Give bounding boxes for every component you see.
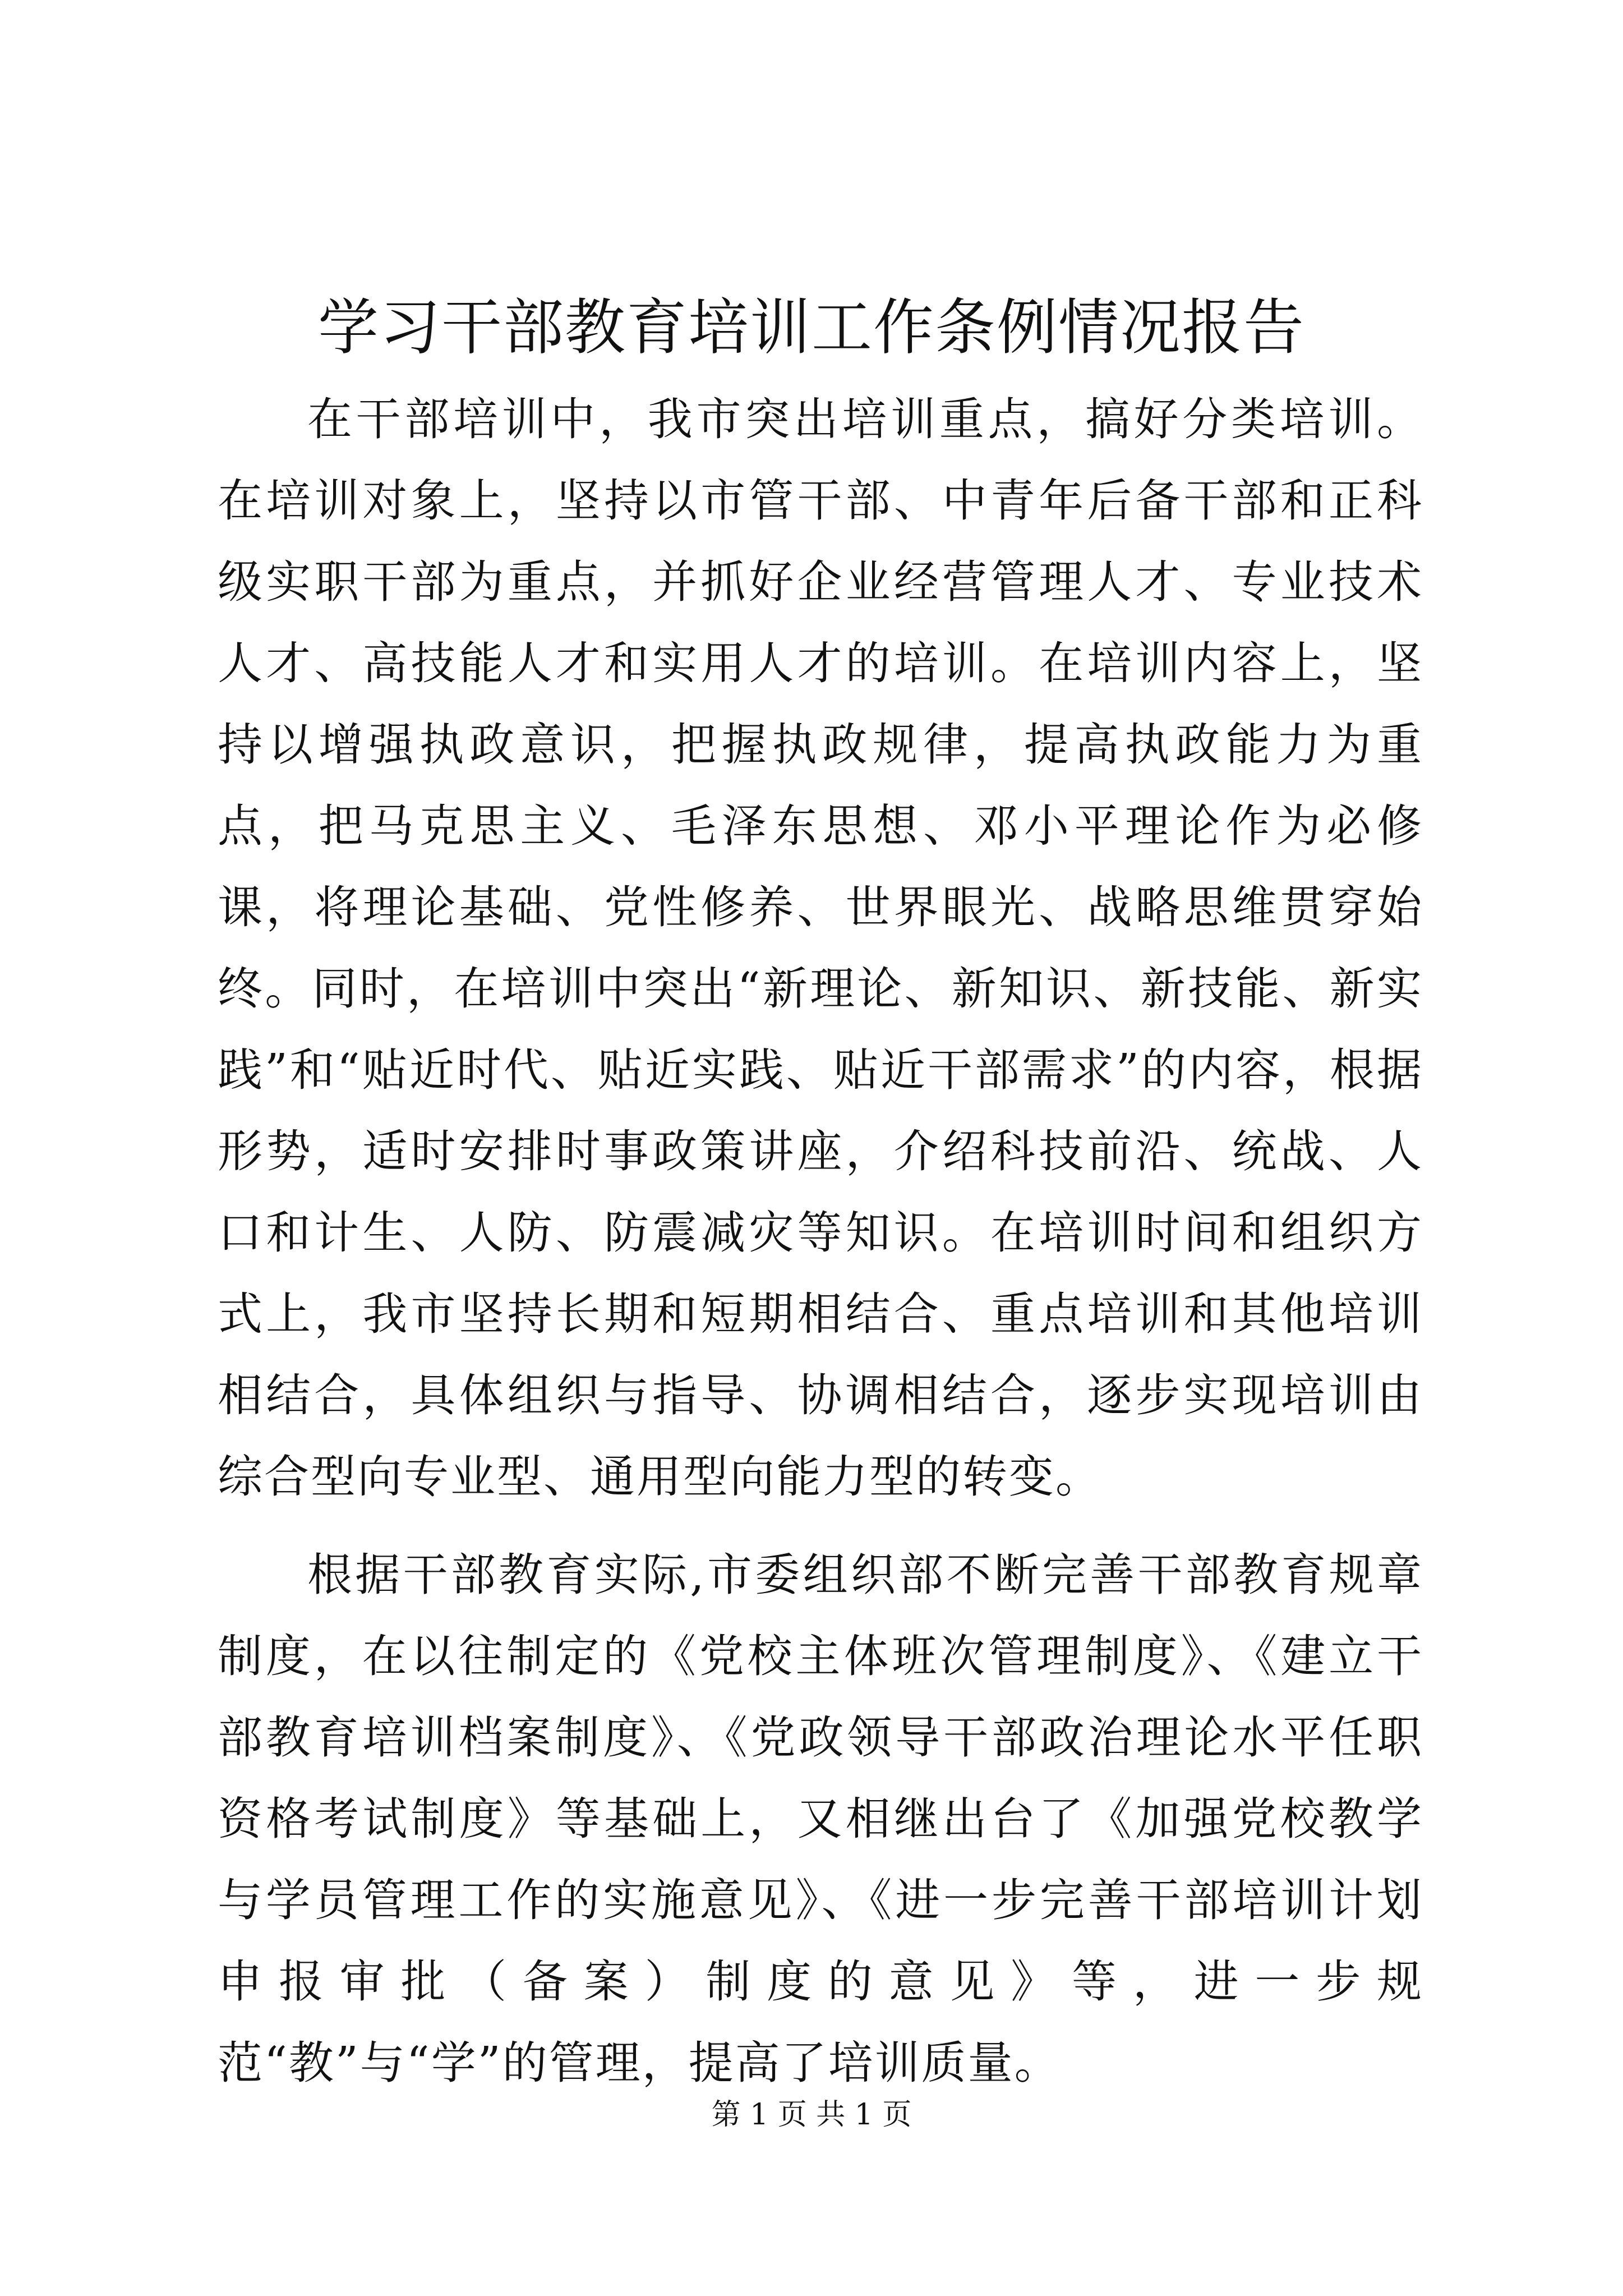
document-body	[218, 379, 1423, 2104]
page-title: 学习干部教育培训工作条例情况报告	[317, 293, 1305, 363]
paragraph-1: 在干部培训中，我市突出培训重点，搞好分类培训。在培训对象上，坚持以市管干部、中青年后备干部和正科级实职干部为重点，并抓好企业经营管理人才、专业技术人才、高技能人才和实用人才的培训。在培训内容上，坚持以增强执政意识，把握执政规律，提高执政能力为重点，把马克思主义、毛泽东思想、邓小平理论作为必修课，将理论基础、党性修养、世界眼光、战略思维贯穿始终。同时，在培训中突出“新理论、新知识、新技能、新实践”和“贴近时代、贴近实践、贴近干部需求”的内容，根据形势，适时安排时事政策讲座，介绍科技前沿、统战、人口和计生、人防、防震减灾等知识。在培训时间和组织方式上，我市坚持长期和短期相结合、重点培训和其他培训相结合，具体组织与指导、协调相结合，逐步实现培训由综合型向专业型、通用型向能力型的转变。	[218, 393, 1423, 1503]
paragraph-2: 根据干部教育实际,市委组织部不断完善干部教育规章制度，在以往制定的《党校主体班次管理制度》、《建立干部教育培训档案制度》、《党政领导干部政治理论水平任职资格考试制度》等基础上，又相继出台了《加强党校教学与学员管理工作的实施意见》、《进一步完善干部培训计划申报审批（备案）制度的意见》等，进一步规范“教”与“学”的管理，提高了培训质量。	[218, 1549, 1423, 2089]
page-number-footer: 第 1 页 共 1 页	[711, 2098, 912, 2132]
